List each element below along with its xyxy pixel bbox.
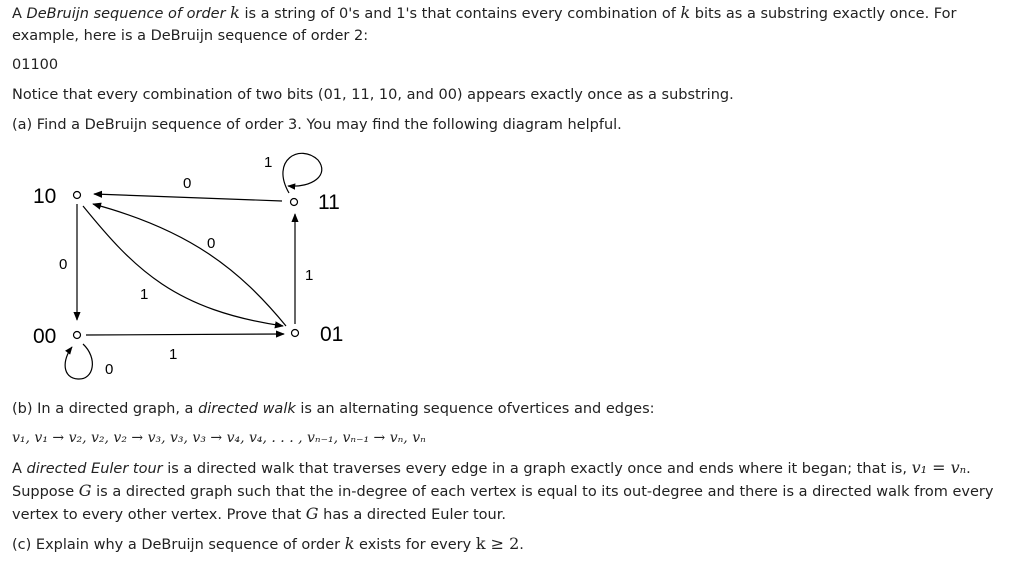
euler-l5: has a directed Euler tour. [318,507,506,523]
euler-tour-paragraph [12,457,1012,526]
var-k-2: k [680,3,691,22]
debruijn-term: DeBruijn sequence of order [26,6,226,22]
node-00-circle [74,332,81,339]
edge-11-to-10-label: 0 [183,175,192,192]
var-g-2: G [305,504,319,523]
part-c-label: (c) [12,537,32,553]
intro-mid: is a string of 0's and 1's that contains every combination of [239,6,681,22]
edge-01-to-10 [93,204,286,326]
edge-11-self-loop [283,153,322,193]
intro-paragraph [12,2,1012,47]
node-00-label: 00 [33,325,57,348]
euler-equation: v₁ = vₙ [911,458,967,477]
part-b-text1: In a directed graph, a [32,401,199,417]
edge-10-to-00-label: 0 [59,256,68,273]
euler-l2: is a directed walk that traverses every edge in a graph exactly once and ends where it began; that is, [162,461,912,477]
intro-tail: bits as a substring exactly once. For example, here is a DeBruijn sequence of order 2: [12,6,957,44]
notice-text: Notice that every combination of two bits (01, 11, 10, and 00) appears exactly once as a substring. [12,87,734,103]
edge-10-to-01 [83,206,283,326]
part-c-var-k: k [344,534,355,553]
edge-11-to-10 [94,194,282,201]
part-c-text2: exists for every [354,537,476,553]
var-k: k [230,3,240,22]
walk-formula: v₁, v₁ → v₂, v₂, v₂ → v₃, v₃, v₃ → v₄, v₄, . . . , vₙ₋₁, vₙ₋₁ → vₙ, vₙ [12,430,426,446]
node-10-circle [74,192,81,199]
node-11-circle [291,199,298,206]
edge-00-to-01 [86,334,284,335]
part-c [12,533,1012,556]
euler-l3: . Suppose [12,461,971,500]
edge-10-to-01-label: 1 [140,286,149,303]
part-b [12,398,1012,420]
part-c-text: Explain why a DeBruijn sequence of order [31,537,345,553]
part-c-condition: k ≥ 2 [475,534,520,553]
edge-00-self-loop [65,344,92,379]
part-c-end: . [519,537,524,553]
edge-01-to-11-label: 1 [305,267,314,284]
part-a-label: (a) [12,117,33,133]
example-sequence: 01100 [12,57,59,73]
euler-l4: is a directed graph such that the in-degree of each vertex is equal to its out-degree and there is a directed walk from every vertex to every other vertex. Prove that [12,484,994,523]
edge-00-self-label: 0 [105,361,114,378]
node-11-label: 11 [318,191,340,214]
part-a [12,114,1012,136]
intro-lead: A [12,6,27,22]
node-01-circle [292,330,299,337]
var-g: G [78,481,92,500]
part-a-text: Find a DeBruijn sequence of order 3. You may find the following diagram helpful. [32,117,622,133]
edge-11-self-label: 1 [264,154,273,171]
part-b-label: (b) [12,401,33,417]
node-01-label: 01 [320,323,344,346]
euler-l1: A [12,461,27,477]
debruijn-graph-diagram [0,140,380,390]
node-10-label: 10 [33,185,57,208]
edge-01-to-10-label: 0 [207,235,216,252]
directed-walk-term: directed walk [198,401,296,417]
part-b-text2: is an alternating sequence ofvertices and edges: [295,401,655,417]
edge-00-to-01-label: 1 [169,346,178,363]
euler-tour-term: directed Euler tour [26,461,163,477]
